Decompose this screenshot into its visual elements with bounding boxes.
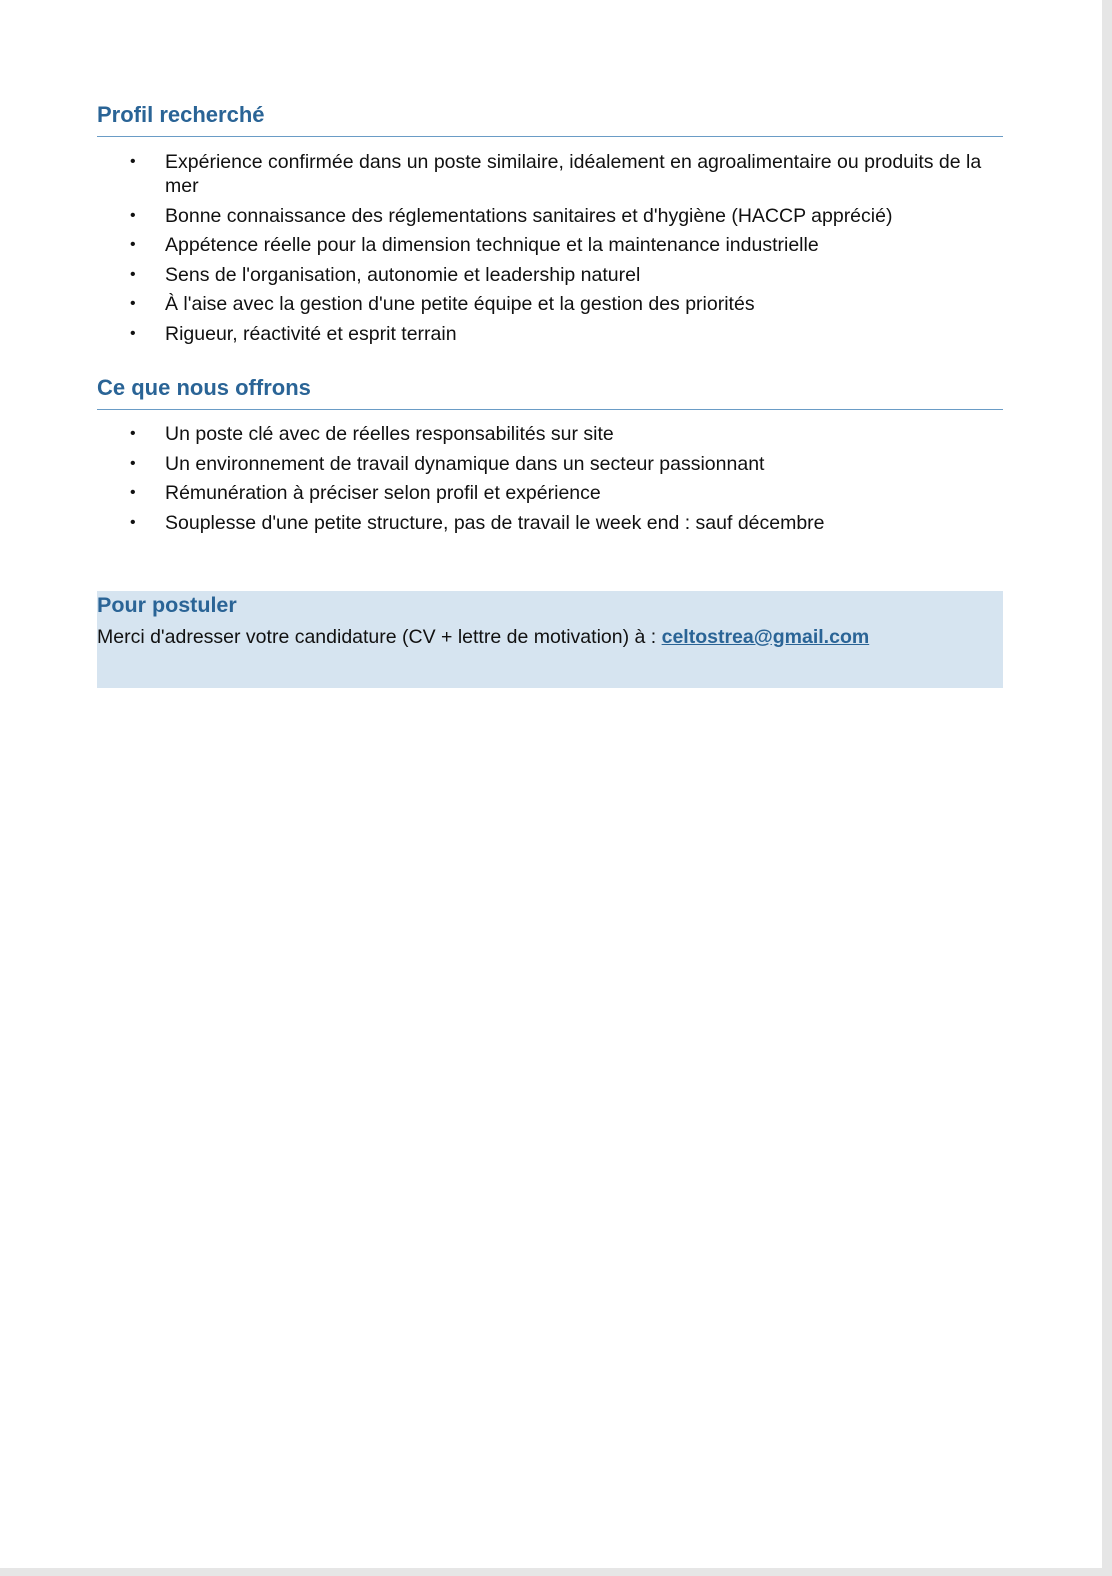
list-item-text: Rigueur, réactivité et esprit terrain: [165, 322, 457, 345]
list-item-text: À l'aise avec la gestion d'une petite équipe et la gestion des priorités: [165, 293, 755, 315]
list-item: [0, 150, 1100, 198]
list-item: [0, 322, 1100, 346]
section-heading-profil: Profil recherché: [97, 102, 265, 127]
list-item-text: Un environnement de travail dynamique dans un secteur passionnant: [165, 452, 765, 475]
profil-list: [0, 150, 1100, 351]
email-link[interactable]: celtostrea@gmail.com: [661, 626, 870, 648]
list-item: [0, 481, 1100, 505]
list-item-text: Expérience confirmée dans un poste similaire, idéalement en agroalimentaire ou produits de la mer: [165, 151, 982, 197]
list-item: [0, 511, 1100, 535]
bullet-icon: •: [130, 324, 136, 342]
offre-list: [0, 422, 1100, 540]
list-item: [0, 422, 1100, 446]
list-item-text: Un poste clé avec de réelles responsabilités sur site: [165, 423, 614, 445]
list-item: [0, 452, 1100, 476]
bullet-icon: •: [130, 425, 136, 442]
list-item: [0, 263, 1100, 287]
list-item-text: Bonne connaissance des réglementations sanitaires et d'hygiène (HACCP apprécié): [165, 204, 893, 227]
bullet-icon: •: [130, 265, 136, 283]
section-divider: [97, 409, 1003, 410]
list-item: [0, 233, 1100, 257]
apply-instruction: Merci d'adresser votre candidature (CV + lettre de motivation) à :: [97, 626, 662, 648]
list-item: [0, 204, 1100, 228]
apply-text: [97, 625, 869, 649]
bullet-icon: •: [130, 153, 136, 170]
bullet-icon: •: [130, 295, 136, 312]
list-item-text: Rémunération à préciser selon profil et expérience: [165, 482, 601, 504]
bullet-icon: •: [130, 454, 136, 472]
list-item-text: Souplesse d'une petite structure, pas de travail le week end : sauf décembre: [165, 511, 825, 534]
list-item: [0, 292, 1100, 316]
bullet-icon: •: [130, 236, 136, 253]
bullet-icon: •: [130, 206, 136, 224]
list-item-text: Appétence réelle pour la dimension technique et la maintenance industrielle: [165, 234, 819, 256]
apply-title: Pour postuler: [97, 593, 237, 617]
section-heading-offre: Ce que nous offrons: [97, 375, 311, 400]
apply-box: [97, 591, 1003, 688]
bullet-icon: •: [130, 484, 136, 501]
section-divider: [97, 136, 1003, 137]
list-item-text: Sens de l'organisation, autonomie et leadership naturel: [165, 263, 641, 286]
bullet-icon: •: [130, 513, 136, 531]
